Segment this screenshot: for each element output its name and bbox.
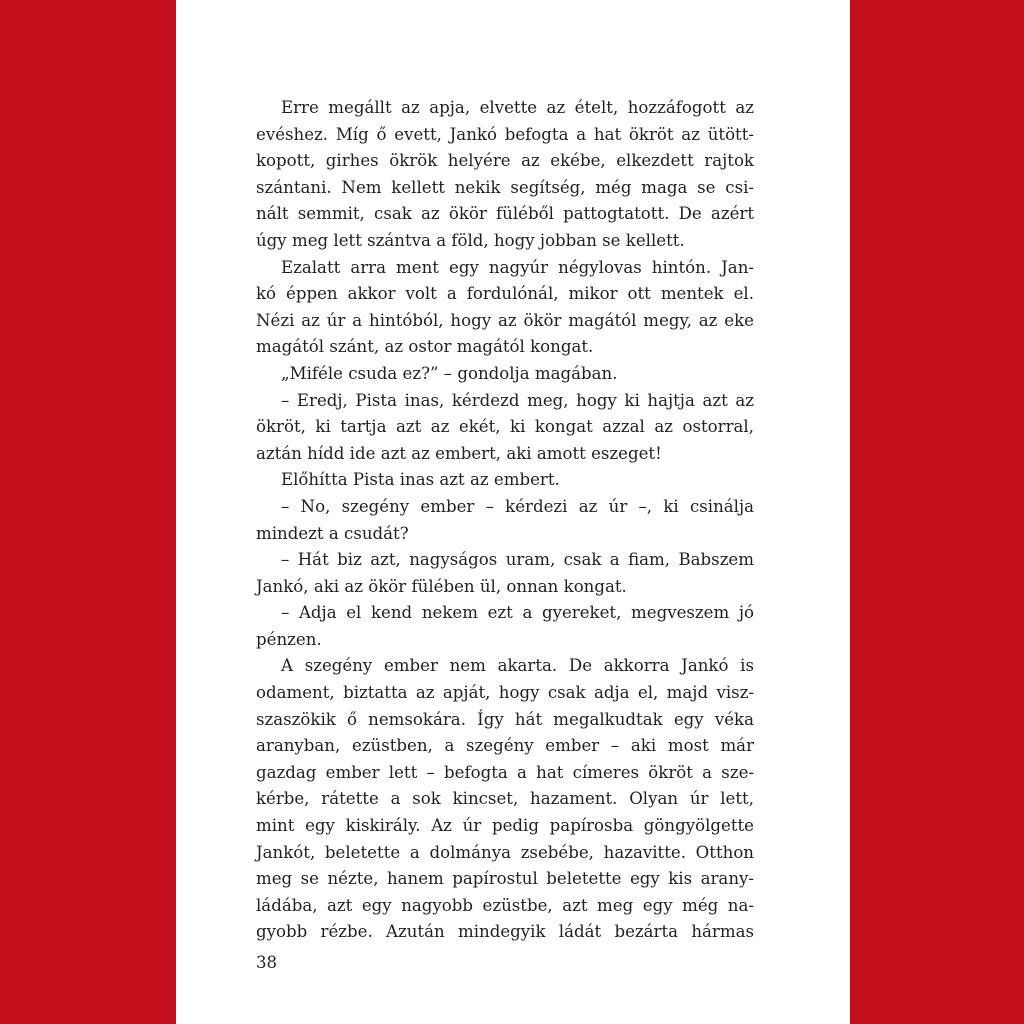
text-line: meg se nézte, hanem papírostul beletette egy kis arany- (256, 869, 754, 889)
text-line: Nézi az úr a hintóból, hogy az ökör magától megy, az eke (256, 310, 754, 330)
text-line: Jankót, beletette a dolmánya zsebébe, hazavitte. Otthon (256, 842, 754, 862)
text-line: aztán hídd ide azt az embert, aki amott eszeget! (256, 443, 662, 463)
body-text (256, 95, 754, 946)
text-line: gyobb rézbe. Azután mindegyik ládát bezárta hármas (256, 922, 754, 942)
text-line: – Eredj, Pista inas, kérdezd meg, hogy ki hajtja azt az (281, 390, 754, 410)
text-line: Erre megállt az apja, elvette az ételt, hozzáfogott az (281, 98, 754, 117)
book-page (176, 0, 850, 1024)
text-line: pénzen. (256, 629, 322, 649)
text-line: úgy meg lett szántva a föld, hogy jobban se kellett. (256, 230, 685, 250)
text-line: ládába, azt egy nagyobb ezüstbe, azt meg egy még na- (256, 895, 754, 915)
text-line: szántani. Nem kellett nekik segítség, még maga se csi- (256, 177, 754, 197)
text-line: mint egy kiskirály. Az úr pedig papírosba göngyölgette (256, 816, 754, 836)
text-line: szaszökik ő nemsokára. Így hát megalkudtak egy véka (256, 709, 754, 729)
text-line: – No, szegény ember – kérdezi az úr –, ki csinálja (281, 496, 754, 516)
text-line: Ezalatt arra ment egy nagyúr négylovas hintón. Jan- (281, 257, 754, 277)
text-line: kérbe, rátette a sok kincset, hazament. Olyan úr lett, (256, 789, 754, 809)
text-line: kó éppen akkor volt a fordulónál, mikor ott mentek el. (256, 284, 754, 304)
text-line: gazdag ember lett – befogta a hat címeres ökröt a sze- (256, 762, 754, 782)
text-line: evéshez. Míg ő evett, Jankó befogta a hat ökröt az ütött- (256, 124, 754, 144)
text-line: A szegény ember nem akarta. De akkorra Jankó is (281, 656, 754, 676)
text-line: odament, biztatta az apját, hogy csak adja el, majd visz- (256, 683, 754, 703)
text-line: – Hát biz azt, nagyságos uram, csak a fiam, Babszem (281, 550, 754, 570)
text-line: kopott, girhes ökrök helyére az ekébe, elkezdett rajtok (256, 151, 754, 171)
text-line: „Miféle csuda ez?” – gondolja magában. (281, 363, 618, 383)
text-line: Előhítta Pista inas azt az embert. (281, 470, 560, 490)
page-number: 38 (256, 953, 278, 972)
text-line: mindezt a csudát? (256, 523, 409, 543)
text-line: nált semmit, csak az ökör füléből pattogtatott. De azért (256, 204, 754, 224)
text-line: – Adja el kend nekem ezt a gyereket, megveszem jó (281, 603, 754, 623)
text-line: magától szánt, az ostor magától kongat. (256, 337, 594, 357)
text-line: ökröt, ki tartja azt az ekét, ki kongat azzal az ostorral, (256, 417, 754, 437)
text-line: aranyban, ezüstben, a szegény ember – aki most már (256, 736, 754, 756)
text-line: Jankó, aki az ökör fülében ül, onnan kongat. (256, 576, 627, 596)
